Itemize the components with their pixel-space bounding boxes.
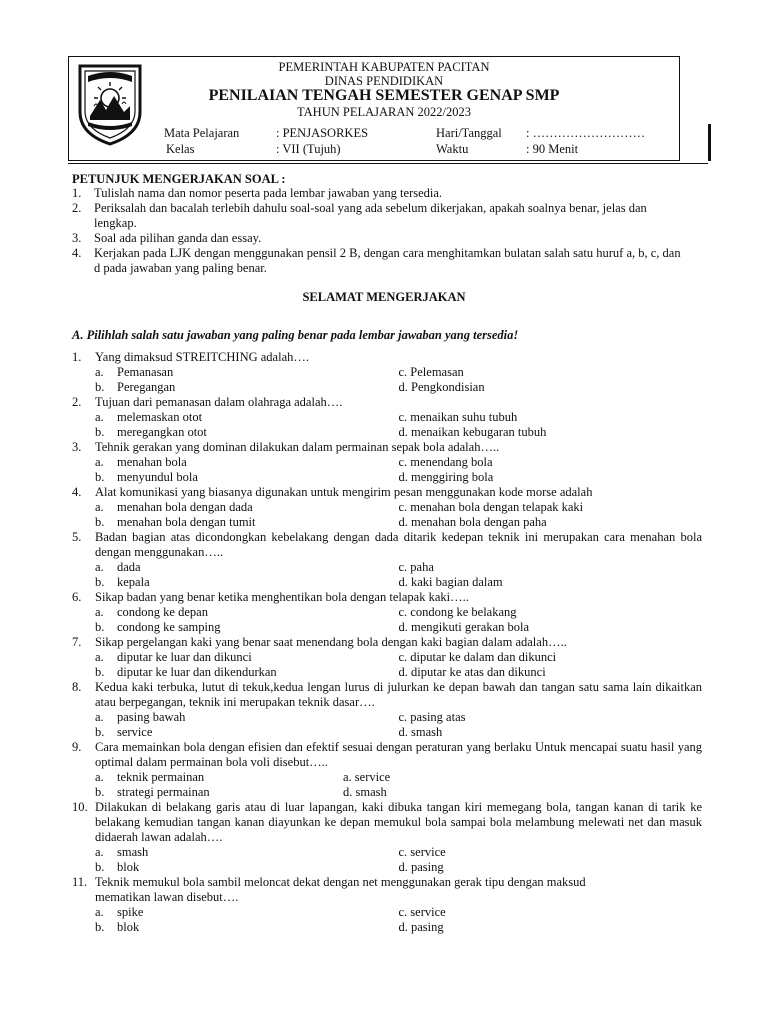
instruction-number: 4. — [72, 246, 82, 260]
option-text: Peregangan — [117, 380, 176, 394]
option-text: d. menaikan kebugaran tubuh — [398, 425, 547, 439]
question-item — [72, 590, 702, 635]
question-item — [72, 800, 702, 875]
option-letter: a. — [95, 410, 104, 424]
option-letter: b. — [95, 515, 105, 529]
option-letter: a. — [95, 455, 104, 469]
option-a — [95, 845, 399, 860]
option-c — [399, 650, 703, 665]
option-text: a. service — [343, 770, 391, 784]
option-d — [343, 785, 702, 800]
option-letter: b. — [95, 665, 105, 679]
option-text: d. kaki bagian dalam — [398, 575, 503, 589]
option-letter: a. — [95, 905, 104, 919]
option-letter: a. — [95, 365, 104, 379]
option-text: d. smash — [343, 785, 387, 799]
option-d — [399, 575, 703, 590]
option-text: c. paha — [398, 560, 434, 574]
option-text: kepala — [117, 575, 150, 589]
option-text: c. service — [398, 845, 446, 859]
option-c — [399, 710, 703, 725]
question-text: Alat komunikasi yang biasanya digunakan untuk mengirim pesan menggunakan kode morse adalah — [95, 485, 593, 499]
question-item — [72, 875, 702, 935]
option-b — [95, 620, 399, 635]
option-letter: b. — [95, 380, 105, 394]
instruction-item — [72, 201, 684, 231]
question-number: 4. — [72, 485, 82, 499]
option-text: Pemanasan — [117, 365, 174, 379]
option-a — [95, 710, 399, 725]
option-text: condong ke samping — [117, 620, 221, 634]
option-letter: a. — [95, 560, 104, 574]
option-text: condong ke depan — [117, 605, 208, 619]
option-d — [399, 380, 703, 395]
question-item — [72, 530, 702, 590]
option-letter: a. — [95, 710, 104, 724]
question-item — [72, 395, 702, 440]
class-label: Kelas — [166, 142, 195, 156]
header-department: DINAS PENDIDIKAN — [324, 74, 444, 88]
option-text: d. pasing — [398, 860, 444, 874]
question-text: Dilakukan di belakang garis atau di luar lapangan, kaki dibuka tangan kiri memegang bola, tangan kanan di tarik ke belakang kemudian tangan kanan diayunkan ke depan memukul bola sampai bola melambung melewati net dan masuk didaerah lawan adalah…. — [95, 800, 702, 844]
question-item — [72, 740, 702, 800]
option-letter: b. — [95, 860, 105, 874]
header-school-year: TAHUN PELAJARAN 2022/2023 — [297, 105, 471, 119]
option-text: c. Pelemasan — [398, 365, 464, 379]
option-text: service — [117, 725, 153, 739]
option-letter: a. — [95, 770, 104, 784]
option-c — [399, 500, 703, 515]
day-value: : ……………………… — [526, 126, 646, 140]
option-a — [95, 410, 399, 425]
option-c — [399, 905, 703, 920]
option-text: d. menggiring bola — [398, 470, 494, 484]
question-number: 7. — [72, 635, 82, 649]
option-d — [399, 725, 703, 740]
question-item — [72, 350, 702, 395]
option-text: d. diputar ke atas dan dikunci — [398, 665, 546, 679]
option-b — [95, 725, 399, 740]
option-a — [95, 560, 399, 575]
option-letter: b. — [95, 725, 105, 739]
option-text: dada — [117, 560, 141, 574]
option-a — [95, 605, 399, 620]
instruction-item — [72, 186, 684, 201]
subject-value: : PENJASORKES — [276, 126, 369, 140]
option-text: c. menaikan suhu tubuh — [398, 410, 518, 424]
option-text: blok — [117, 920, 140, 934]
option-d — [399, 425, 703, 440]
option-b — [95, 425, 399, 440]
day-label: Hari/Tanggal — [436, 126, 502, 140]
option-text: c. menahan bola dengan telapak kaki — [398, 500, 584, 514]
instruction-text: Soal ada pilihan ganda dan essay. — [94, 231, 262, 245]
option-c — [343, 770, 702, 785]
option-text: c. pasing atas — [398, 710, 466, 724]
option-c — [399, 365, 703, 380]
question-text: Kedua kaki terbuka, lutut di tekuk,kedua lengan lurus di julurkan ke depan bawah dan tangan satu sama lain dikaitkan atau berpegangan, teknik ini merupakan teknik dasar…. — [95, 680, 702, 709]
option-text: diputar ke luar dan dikunci — [117, 650, 252, 664]
option-c — [399, 605, 703, 620]
option-letter: b. — [95, 575, 105, 589]
question-text: Teknik memukul bola sambil meloncat dekat dengan net menggunakan gerak tipu dengan maksud mematikan lawan disebut…. — [95, 875, 586, 904]
option-text: pasing bawah — [117, 710, 186, 724]
option-text: smash — [117, 845, 149, 859]
option-b — [95, 785, 343, 800]
question-number: 9. — [72, 740, 82, 754]
option-text: menahan bola dengan dada — [117, 500, 253, 514]
option-c — [399, 560, 703, 575]
option-text: meregangkan otot — [117, 425, 207, 439]
option-a — [95, 650, 399, 665]
instructions-list — [72, 186, 684, 276]
option-text: d. mengikuti gerakan bola — [398, 620, 530, 634]
question-text: Yang dimaksud STREITCHING adalah…. — [95, 350, 309, 364]
instruction-number: 2. — [72, 201, 82, 215]
option-a — [95, 770, 343, 785]
header-government: PEMERINTAH KABUPATEN PACITAN — [278, 60, 490, 74]
option-text: d. menahan bola dengan paha — [398, 515, 547, 529]
option-c — [399, 845, 703, 860]
option-b — [95, 515, 399, 530]
question-number: 6. — [72, 590, 82, 604]
option-d — [399, 665, 703, 680]
option-b — [95, 665, 399, 680]
option-c — [399, 410, 703, 425]
subject-label: Mata Pelajaran — [164, 126, 240, 140]
question-number: 10. — [72, 800, 88, 814]
option-letter: b. — [95, 470, 105, 484]
option-text: teknik permainan — [117, 770, 205, 784]
option-text: menahan bola — [117, 455, 187, 469]
question-list — [72, 350, 702, 935]
option-text: c. condong ke belakang — [398, 605, 517, 619]
instruction-number: 3. — [72, 231, 82, 245]
option-letter: a. — [95, 845, 104, 859]
option-text: strategi permainan — [117, 785, 210, 799]
option-text: c. diputar ke dalam dan dikunci — [398, 650, 557, 664]
question-text: Badan bagian atas dicondongkan kebelakang dengan dada ditarik kedepan teknik ini merupakan cara menahan bola dengan menggunakan….. — [95, 530, 702, 559]
option-letter: a. — [95, 650, 104, 664]
option-b — [95, 575, 399, 590]
question-text: Cara memainkan bola dengan efisien dan efektif sesuai dengan peraturan yang berlaku Untuk mencapai suatu hasil yang optimal dalam permainan bola voli disebut….. — [95, 740, 702, 769]
question-text: Tehnik gerakan yang dominan dilakukan dalam permainan sepak bola adalah….. — [95, 440, 500, 454]
option-text: d. pasing — [398, 920, 444, 934]
option-text: diputar ke luar dan dikendurkan — [117, 665, 277, 679]
good-luck-heading: SELAMAT MENGERJAKAN — [302, 290, 466, 304]
instruction-item — [72, 246, 684, 276]
option-b — [95, 470, 399, 485]
option-a — [95, 455, 399, 470]
question-number: 11. — [72, 875, 88, 889]
option-a — [95, 905, 399, 920]
question-item — [72, 485, 702, 530]
time-value: : 90 Menit — [526, 142, 579, 156]
header-border-bar — [708, 124, 711, 161]
option-letter: b. — [95, 785, 105, 799]
question-number: 2. — [72, 395, 82, 409]
instruction-number: 1. — [72, 186, 82, 200]
option-a — [95, 500, 399, 515]
option-text: menyundul bola — [117, 470, 198, 484]
option-letter: a. — [95, 605, 104, 619]
option-letter: b. — [95, 920, 105, 934]
option-text: c. menendang bola — [398, 455, 493, 469]
option-text: melemaskan otot — [117, 410, 203, 424]
instruction-item — [72, 231, 684, 246]
option-text: blok — [117, 860, 140, 874]
page-title: PENILAIAN TENGAH SEMESTER GENAP SMP — [208, 87, 560, 104]
instruction-text: Tulislah nama dan nomor peserta pada lembar jawaban yang tersedia. — [94, 186, 443, 200]
option-b — [95, 860, 399, 875]
question-number: 8. — [72, 680, 82, 694]
class-value: : VII (Tujuh) — [276, 142, 341, 156]
option-d — [399, 470, 703, 485]
question-text: Sikap badan yang benar ketika menghentikan bola dengan telapak kaki….. — [95, 590, 469, 604]
option-b — [95, 380, 399, 395]
header-divider — [68, 163, 708, 164]
option-d — [399, 860, 703, 875]
question-text: Sikap pergelangan kaki yang benar saat menendang bola dengan kaki bagian dalam adalah….. — [95, 635, 567, 649]
option-text: c. service — [398, 905, 446, 919]
instructions-title: PETUNJUK MENGERJAKAN SOAL : — [72, 172, 286, 186]
option-text: d. smash — [398, 725, 443, 739]
option-letter: a. — [95, 500, 104, 514]
option-d — [399, 515, 703, 530]
question-text: Tujuan dari pemanasan dalam olahraga adalah…. — [95, 395, 343, 409]
option-d — [399, 620, 703, 635]
option-text: d. Pengkondisian — [398, 380, 485, 394]
question-item — [72, 680, 702, 740]
option-text: menahan bola dengan tumit — [117, 515, 256, 529]
question-item — [72, 635, 702, 680]
instruction-text: Kerjakan pada LJK dengan menggunakan pensil 2 B, dengan cara menghitamkan bulatan salah satu huruf a, b, c, dan d pada jawaban yang paling benar. — [94, 246, 681, 275]
option-letter: b. — [95, 620, 105, 634]
question-number: 5. — [72, 530, 82, 544]
option-letter: b. — [95, 425, 105, 439]
section-a-heading: A. Pilihlah salah satu jawaban yang paling benar pada lembar jawaban yang tersedia! — [72, 328, 519, 342]
option-c — [399, 455, 703, 470]
time-label: Waktu — [436, 142, 469, 156]
option-b — [95, 920, 399, 935]
instruction-text: Periksalah dan bacalah terlebih dahulu soal-soal yang ada sebelum dikerjakan, apakah soalnya benar, jelas dan lengkap. — [94, 201, 647, 230]
question-number: 1. — [72, 350, 82, 364]
question-number: 3. — [72, 440, 82, 454]
option-text: spike — [117, 905, 144, 919]
question-item — [72, 440, 702, 485]
option-a — [95, 365, 399, 380]
option-d — [399, 920, 703, 935]
